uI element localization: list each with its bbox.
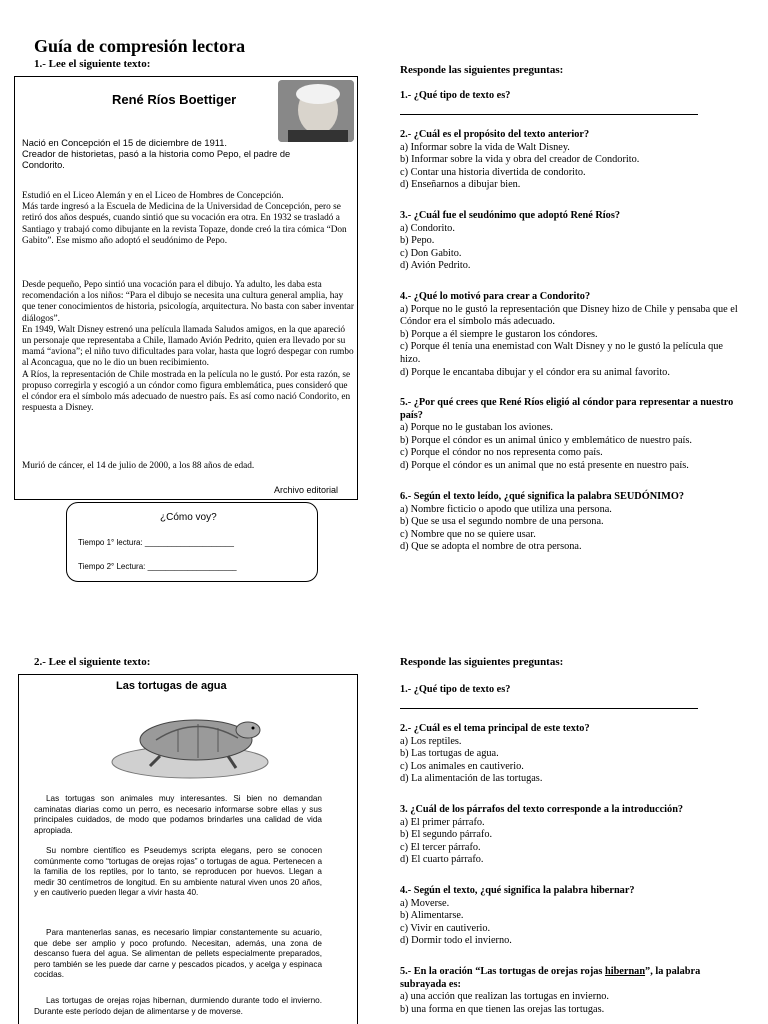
option[interactable]: a) Nombre ficticio o apodo que utiliza una persona. xyxy=(400,503,612,515)
text2-paragraph-3: Para mantenerlas sanas, es necesario limpiar constantemente su acuario, que debe ser amplio y poco profundo. Necesitan, además, una zona de descanso fuera del agua. Se alimentan de pellets especialmente preparados, pero también se les puede dar carne y pescados picados, y acelga y espinaca cocidas. xyxy=(34,928,322,980)
text1-paragraph-2: Estudió en el Liceo Alemán y en el Liceo de Hombres de Concepción. Más tarde ingresó a la Escuela de Medicina de la Universidad de Concepción, pero se retiró dos años después, cuando sintió que su vocación era otra. En 1932 se trasladó a Santiago y trabajó como dibujante en la revista Topaze, donde creó la tira cómica “Don Gabito”. Ese mismo año adoptó el seudónimo de Pepo. xyxy=(22,191,347,246)
q5-text-b: ”, la palabra subrayada es: xyxy=(400,966,701,990)
q2-2 xyxy=(400,723,740,786)
q5-underlined-word: hibernan xyxy=(604,966,646,977)
option[interactable]: c) Don Gabito. xyxy=(400,247,462,259)
page-title: Guía de compresión lectora xyxy=(34,36,246,56)
option[interactable]: a) Porque no le gustó la representación que Disney hizo de Chile y pensaba que el Cóndor era el símbolo más adecuado. xyxy=(400,303,738,328)
q1-1 xyxy=(400,90,740,103)
portrait-image xyxy=(278,80,354,142)
option[interactable]: a) Condorito. xyxy=(400,222,455,234)
question-text: 6.- Según el texto leído, ¿qué significa la palabra SEUDÓNIMO? xyxy=(400,491,685,502)
q1-4 xyxy=(400,291,740,379)
option[interactable]: b) Porque el cóndor es un animal único y emblemático de nuestro país. xyxy=(400,434,692,446)
option[interactable]: b) Alimentarse. xyxy=(400,910,464,922)
option[interactable]: b) Informar sobre la vida y obra del creador de Condorito. xyxy=(400,154,640,166)
text1-paragraph-4: Murió de cáncer, el 14 de julio de 2000, a los 88 años de edad. xyxy=(22,461,255,471)
option[interactable]: d) La alimentación de las tortugas. xyxy=(400,773,543,785)
respond-heading-2: Responde las siguientes preguntas: xyxy=(400,656,564,668)
option[interactable]: c) Nombre que no se quiere usar. xyxy=(400,528,536,540)
instruction-1: 1.- Lee el siguiente texto: xyxy=(34,58,151,70)
question-text: 5.- ¿Por qué crees que René Ríos eligió al cóndor para representar a nuestro país? xyxy=(400,397,734,421)
text1-source: Archivo editorial xyxy=(274,485,339,495)
option[interactable]: c) Vivir en cautiverio. xyxy=(400,922,491,934)
text2-paragraph-1: Las tortugas son animales muy interesantes. Si bien no demandan caminatas diarias como un perro, es necesario informarse sobre ellas y sus principales cuidados, de modo que podamos brindarles una calidad de vida apropiada. xyxy=(34,794,322,835)
option[interactable]: b) Porque a él siempre le gustaron los cóndores. xyxy=(400,328,598,340)
question-text: 3.- ¿Cuál fue el seudónimo que adoptó René Ríos? xyxy=(400,210,620,221)
text1-paragraph-1: Nació en Concepción el 15 de diciembre de 1911. Creador de historietas, pasó a la historia como Pepo, el padre de Condorito. xyxy=(22,138,291,171)
q1-3 xyxy=(400,210,740,273)
time-second-reading[interactable]: Tiempo 2° Lectura: ____________________ xyxy=(78,562,237,571)
answer-line[interactable] xyxy=(400,708,698,709)
question-text: 4.- Según el texto, ¿qué significa la palabra hibernar? xyxy=(400,885,635,896)
option[interactable]: a) Moverse. xyxy=(400,897,450,909)
text1-paragraph-3: Desde pequeño, Pepo sintió una vocación para el dibujo. Ya adulto, les daba esta recomendación a los niños: “Para el dibujo se necesita una cultura general amplia, hay que tener conocimientos de historia, psicología, arquitectura. No basta con saber inventar diálogos”. En 1949, Walt Disney estrenó una película llamada Saludos amigos, en la que apareció un personaje que representaba a Chile, llamado Avión Pedrito, quien era llevado por su mamá “aviona”; el niño tuvo dificultades para volar, hasta que logró despegar con rumbo al Aconcagua, que no le dio un buen recibimiento. A Ríos, la representación de Chile mostrada en la película no le gustó. Por esta razón, se propuso corregirla y escogió a un cóndor como figura emblemática, pues consideró que el cóndor era el símbolo más adecuado de nuestro país. Es así como nació Condorito, en respuesta a Disney. xyxy=(22,280,354,414)
answer-line[interactable] xyxy=(400,114,698,115)
respond-heading-1: Responde las siguientes preguntas: xyxy=(400,64,564,76)
text2-paragraph-4: Las tortugas de orejas rojas hibernan, durmiendo durante todo el invierno. Durante este período dejan de alimentarse y de moverse. xyxy=(34,996,322,1016)
question-text: 2.- ¿Cuál es el propósito del texto anterior? xyxy=(400,129,590,140)
option[interactable]: a) Los reptiles. xyxy=(400,735,462,747)
option[interactable]: b) Pepo. xyxy=(400,235,435,247)
question-text xyxy=(400,966,740,991)
option[interactable]: c) Porque el cóndor no nos representa como país. xyxy=(400,447,603,459)
option[interactable]: a) Porque no le gustaban los aviones. xyxy=(400,422,553,434)
question-text: 4.- ¿Qué lo motivó para crear a Condorito? xyxy=(400,291,591,302)
q1-2 xyxy=(400,129,740,192)
q2-3 xyxy=(400,804,740,867)
option[interactable]: c) Porque él tenía una enemistad con Walt Disney y no le gustó la película que hizo. xyxy=(400,341,723,365)
option[interactable]: b) Que se usa el segundo nombre de una persona. xyxy=(400,516,604,528)
option[interactable]: c) El tercer párrafo. xyxy=(400,841,481,853)
option[interactable]: a) El primer párrafo. xyxy=(400,816,485,828)
option[interactable]: d) Porque le encantaba dibujar y el cóndor era su animal favorito. xyxy=(400,366,670,378)
q1-6 xyxy=(400,491,740,554)
option[interactable]: a) una acción que realizan las tortugas en invierno. xyxy=(400,991,609,1003)
option[interactable]: d) Dormir todo el invierno. xyxy=(400,935,512,947)
option[interactable]: d) El cuarto párrafo. xyxy=(400,854,484,866)
q2-4 xyxy=(400,885,740,948)
option[interactable]: b) Las tortugas de agua. xyxy=(400,748,499,760)
option[interactable]: b) El segundo párrafo. xyxy=(400,829,493,841)
time-first-reading[interactable]: Tiempo 1° lectura: ____________________ xyxy=(78,538,234,547)
como-voy-title: ¿Cómo voy? xyxy=(160,512,217,523)
question-text: 1.- ¿Qué tipo de texto es? xyxy=(400,684,511,695)
question-text: 1.- ¿Qué tipo de texto es? xyxy=(400,90,511,101)
q2-1 xyxy=(400,684,740,697)
q2-5 xyxy=(400,966,740,1016)
text2-heading: Las tortugas de agua xyxy=(116,680,227,692)
option[interactable]: a) Informar sobre la vida de Walt Disney. xyxy=(400,141,570,153)
instruction-2: 2.- Lee el siguiente texto: xyxy=(34,656,151,668)
option[interactable]: d) Que se adopta el nombre de otra persona. xyxy=(400,541,582,553)
turtle-image xyxy=(98,700,278,784)
q5-text-a: 5.- En la oración “Las tortugas de orejas rojas xyxy=(400,966,605,977)
text2-paragraph-2: Su nombre científico es Pseudemys scripta elegans, pero se conocen comúnmente como “tortugas de orejas rojas” o tortugas de agua. Pertenecen a la familia de los reptiles, por lo tanto, se reproducen por huevos. Llegan a medir 30 centímetros de longitud. En su ambiente natural viven unos 20 años, y en cautiverio pueden llegar a vivir hasta 40. xyxy=(34,846,322,898)
option[interactable]: d) Avión Pedrito. xyxy=(400,260,471,272)
option[interactable]: b) una forma en que tienen las orejas las tortugas. xyxy=(400,1003,605,1015)
text1-heading: René Ríos Boettiger xyxy=(112,92,237,107)
option[interactable]: c) Contar una historia divertida de condorito. xyxy=(400,166,586,178)
question-text: 2.- ¿Cuál es el tema principal de este texto? xyxy=(400,723,590,734)
q1-5 xyxy=(400,397,740,473)
option[interactable]: d) Enseñarnos a dibujar bien. xyxy=(400,179,521,191)
option[interactable]: c) Los animales en cautiverio. xyxy=(400,760,524,772)
option[interactable]: d) Porque el cóndor es un animal que no está presente en nuestro país. xyxy=(400,459,689,471)
question-text: 3. ¿Cuál de los párrafos del texto corresponde a la introducción? xyxy=(400,804,684,815)
